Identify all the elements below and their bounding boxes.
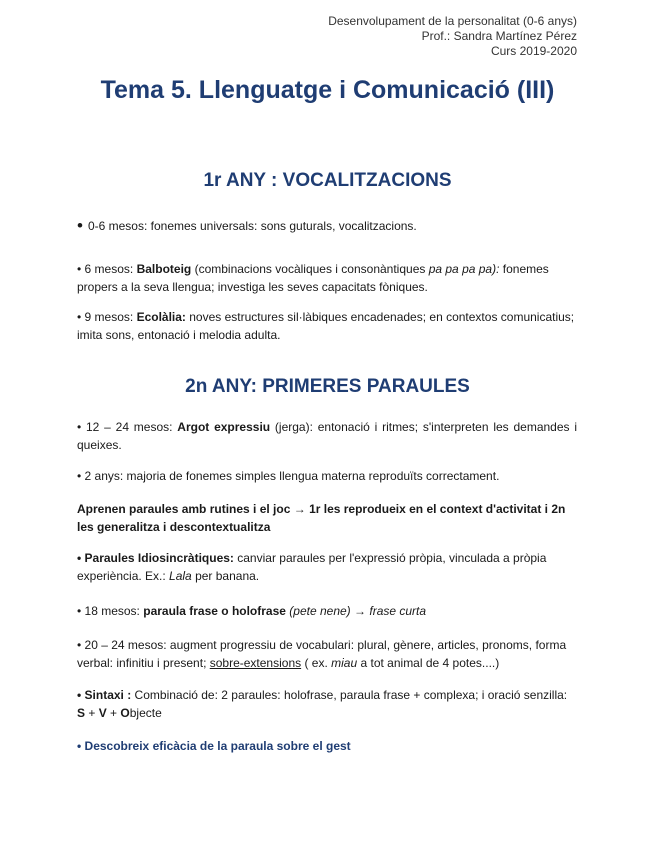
paragraph-idiosyncratic-words [77, 549, 577, 585]
professor-name: Prof.: Sandra Martínez Pérez [421, 29, 577, 43]
text: bjecte [129, 706, 162, 720]
paragraph-18-months [77, 602, 577, 620]
arrow-icon: → [350, 604, 370, 618]
text: a tot animal de 4 potes....) [357, 656, 500, 670]
text: • 9 mesos: [77, 310, 137, 324]
example-text: miau [331, 656, 358, 670]
text: canviar paraules per l'expressió pròpia, vinculada a pròpia experiència. Ex.: [77, 551, 547, 583]
text: • 20 – 24 mesos: augment progressiu de vocabulari: plural, gènere, articles, pronoms, forma verbal: infinitiu i present; [77, 638, 567, 670]
course-year: Curs 2019-2020 [490, 44, 577, 58]
text: • 12 – 24 mesos: [77, 420, 178, 434]
page-title: Tema 5. Llenguatge i Comunicació (III) [100, 76, 555, 104]
text: per banana. [191, 569, 260, 583]
section-heading-first-year: 1r ANY : VOCALITZACIONS [203, 170, 452, 191]
text: • 6 mesos: [77, 262, 137, 276]
term-holofrase: paraula frase o holofrase [143, 604, 286, 618]
term-paraules-idiosincratiques: • Paraules Idiosincràtiques: [77, 551, 234, 565]
course-name: Desenvolupament de la personalitat (0-6 anys) [328, 14, 577, 28]
example-text: (pete nene) [289, 604, 351, 618]
paragraph-syntax [77, 686, 577, 722]
text: S [77, 706, 86, 720]
paragraph-0-6-months [77, 217, 577, 235]
term-sobre-extensions: sobre-extensions [209, 656, 302, 670]
section-heading-second-year: 2n ANY: PRIMERES PARAULES [185, 376, 470, 397]
paragraph-9-months [77, 308, 577, 344]
example-text: pa pa pa pa): [428, 262, 500, 276]
term-balboteig: Balboteig [136, 262, 192, 276]
text: O [120, 706, 130, 720]
example-text: Lala [169, 569, 192, 583]
example-text: frase curta [369, 604, 427, 618]
paragraph-20-24-months [77, 636, 577, 672]
term-ecolalia: Ecolàlia: [136, 310, 186, 324]
text: (combinacions vocàliques i consonàntiques [191, 262, 429, 276]
page-header [328, 14, 577, 59]
paragraph-text: 0-6 mesos: fonemes universals: sons guturals, vocalitzacions. [87, 219, 417, 233]
paragraph-12-24-months [77, 418, 577, 454]
paragraph-6-months [77, 260, 577, 296]
term-sintaxi: • Sintaxi : [77, 688, 132, 702]
text: • 18 mesos: [77, 604, 144, 618]
text: (jerga): entonació i ritmes; s'interpreten les demandes i queixes. [77, 420, 577, 452]
paragraph-word-efficacy: • Descobreix eficàcia de la paraula sobre el gest [77, 739, 351, 753]
term-argot-expressiu: Argot expressiu [177, 420, 271, 434]
text: Combinació de: 2 paraules: holofrase, paraula frase + complexa; i oració senzilla: [131, 688, 568, 702]
bullet-icon: • [77, 216, 83, 235]
paragraph-routines: Aprenen paraules amb rutines i el joc → 1r les reprodueix en el context d'activitat i 2n les generalitza i descontextualitza [77, 502, 566, 534]
text: fonemes propers a la seva llengua; investiga les seves capacitats fòniques. [77, 262, 549, 294]
text: noves estructures sil·làbiques encadenades; en contextos comunicatius; imita sons, entonació i melodia adulta. [77, 310, 575, 342]
text: V [98, 706, 107, 720]
text: + [106, 706, 121, 720]
text: ( ex. [301, 656, 332, 670]
text: + [85, 706, 99, 720]
paragraph-2-years: • 2 anys: majoria de fonemes simples llengua materna reproduïts correctament. [77, 469, 500, 483]
